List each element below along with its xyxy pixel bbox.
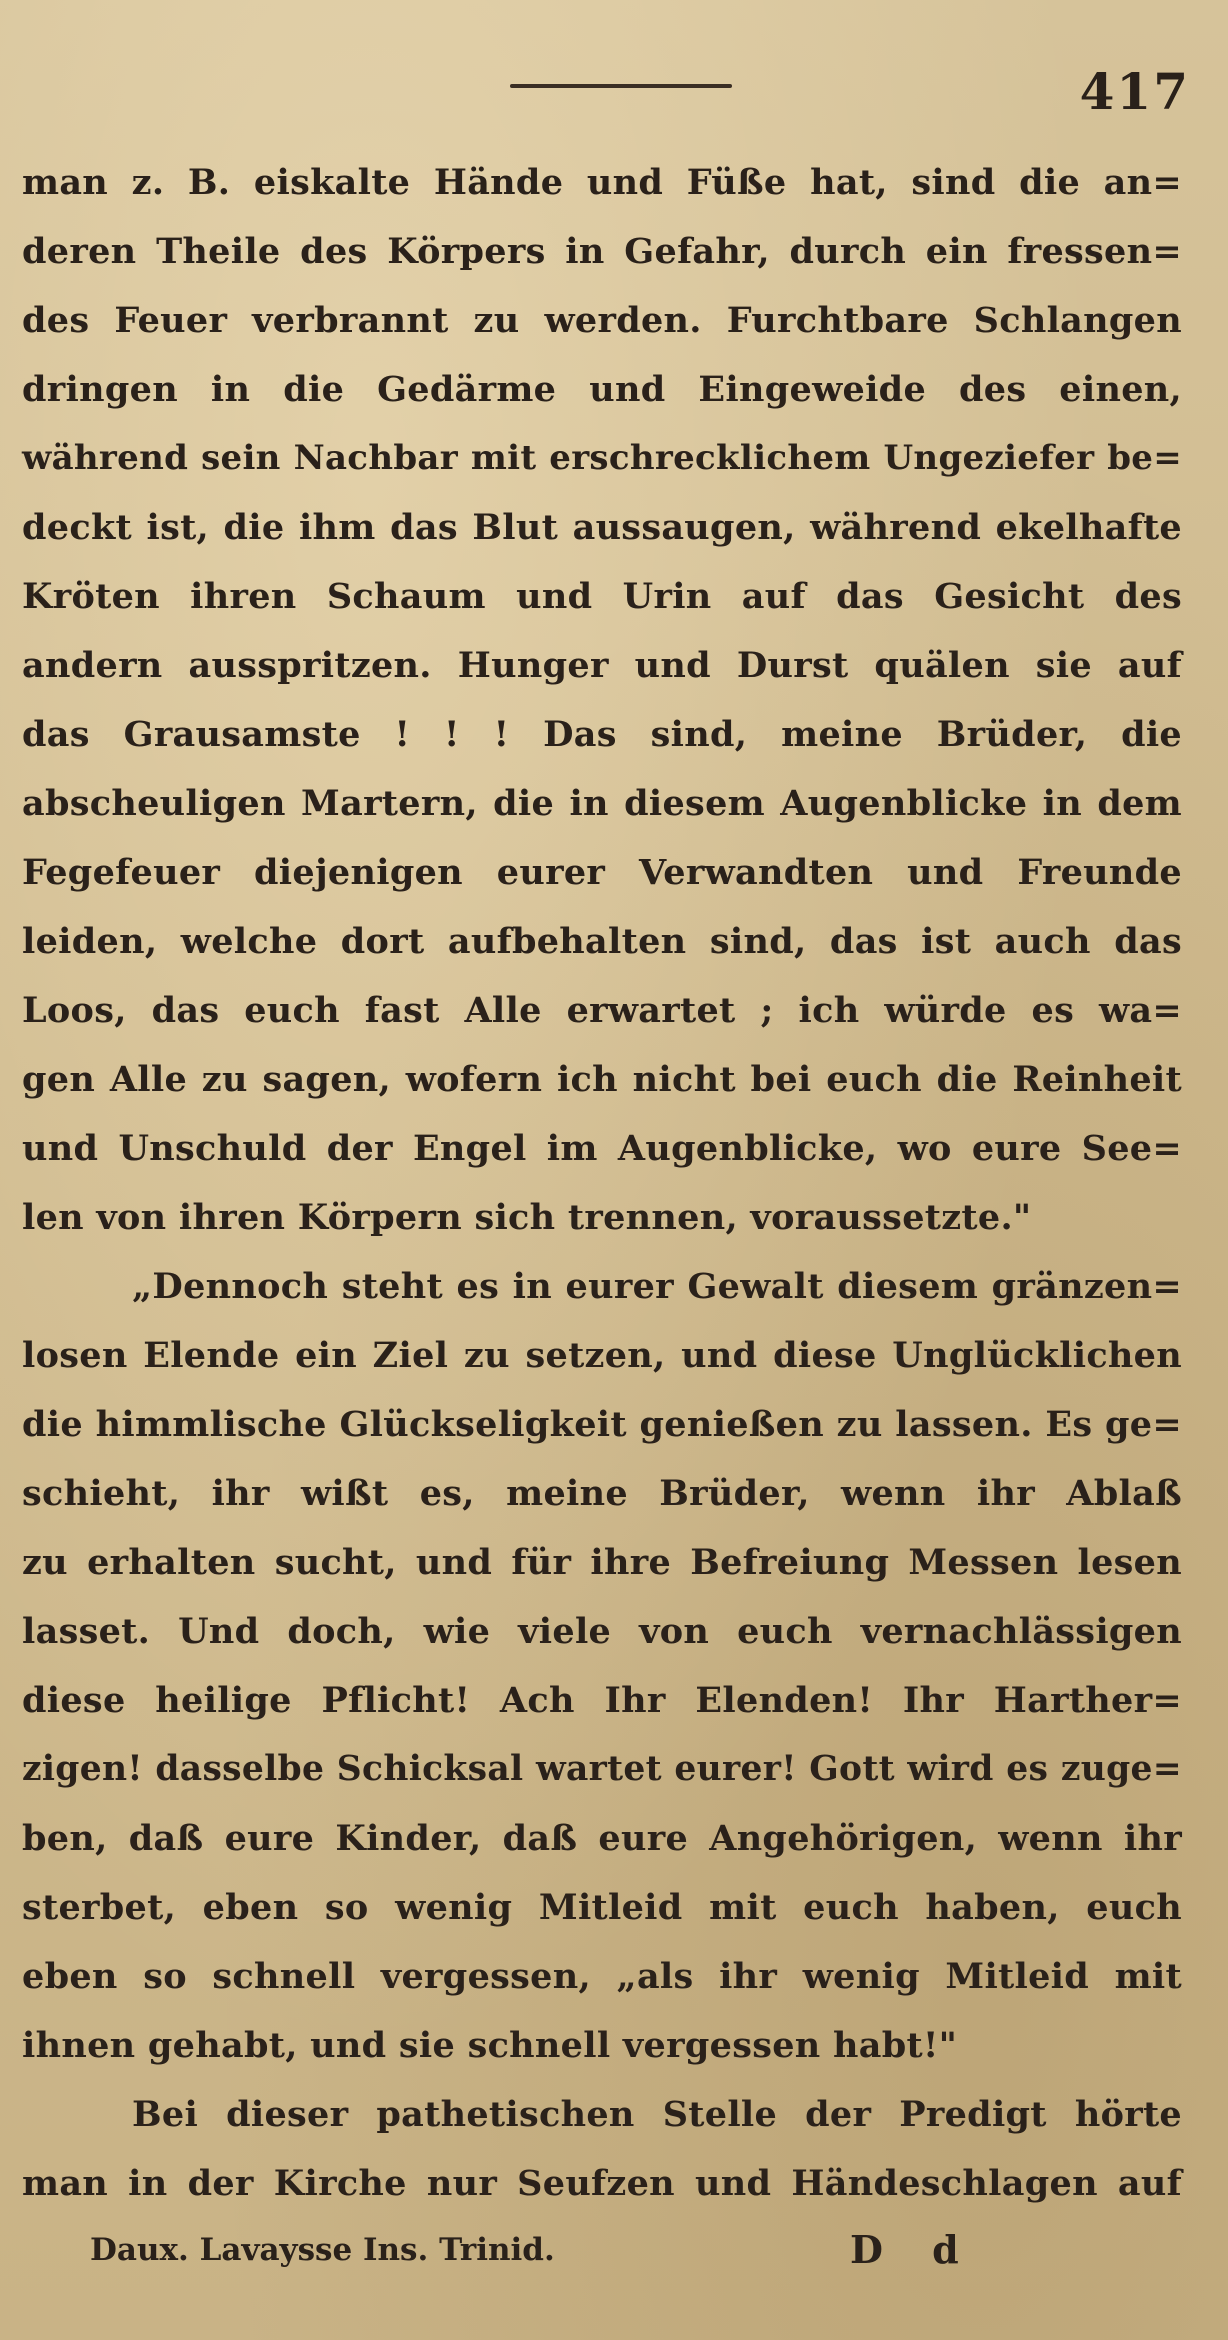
text-line: des Feuer verbrannt zu werden. Furchtbare Schlangen [22, 300, 1182, 341]
text-line: deckt ist, die ihm das Blut aussaugen, während ekelhafte [22, 507, 1182, 548]
source-signature: Daux. Lavaysse Ins. Trinid. [90, 2232, 555, 2268]
text-line: ihnen gehabt, und sie schnell vergessen habt!" [22, 2025, 958, 2066]
text-line: zigen! dasselbe Schicksal wartet eurer! Gott wird es zuge= [22, 1749, 1182, 1789]
header-rule [510, 84, 732, 88]
text-line: Fegefeuer diejenigen eurer Verwandten und Freunde [22, 852, 1182, 893]
text-line: Loos, das euch fast Alle erwartet ; ich würde es wa= [22, 990, 1182, 1031]
text-line: Bei dieser pathetischen Stelle der Predigt hörte [132, 2094, 1182, 2135]
text-line: während sein Nachbar mit erschrecklichem Ungeziefer be= [22, 438, 1182, 478]
text-line: gen Alle zu sagen, wofern ich nicht bei euch die Reinheit [22, 1059, 1182, 1100]
text-line: sterbet, eben so wenig Mitleid mit euch haben, euch [22, 1887, 1182, 1928]
text-line: man in der Kirche nur Seufzen und Händeschlagen auf [22, 2163, 1182, 2204]
text-line: ben, daß eure Kinder, daß eure Angehörigen, wenn ihr [22, 1818, 1182, 1859]
text-line: lasset. Und doch, wie viele von euch vernachlässigen [22, 1611, 1182, 1652]
text-line: leiden, welche dort aufbehalten sind, das ist auch das [22, 921, 1182, 962]
text-line: und Unschuld der Engel im Augenblicke, wo eure See= [22, 1128, 1182, 1169]
text-line: diese heilige Pflicht! Ach Ihr Elenden! Ihr Harther= [22, 1680, 1182, 1721]
text-line: eben so schnell vergessen, „als ihr wenig Mitleid mit [22, 1956, 1182, 1997]
text-line: die himmlische Glückseligkeit genießen zu lassen. Es ge= [22, 1404, 1182, 1445]
page-number: 417 [1079, 62, 1190, 121]
text-line: deren Theile des Körpers in Gefahr, durch ein fressen= [22, 231, 1182, 272]
text-line: andern ausspritzen. Hunger und Durst quälen sie auf [22, 645, 1182, 686]
text-line: das Grausamste ! ! ! Das sind, meine Brüder, die [22, 714, 1182, 755]
text-line: dringen in die Gedärme und Eingeweide des einen, [22, 369, 1182, 410]
text-line: „Dennoch steht es in eurer Gewalt diesem gränzen= [132, 1266, 1182, 1307]
text-line: losen Elende ein Ziel zu setzen, und diese Unglücklichen [22, 1335, 1182, 1376]
page-footer [90, 2222, 1150, 2278]
signature-mark: D d [850, 2227, 977, 2272]
text-line: Kröten ihren Schaum und Urin auf das Gesicht des [22, 576, 1182, 617]
text-line: abscheuligen Martern, die in diesem Augenblicke in dem [22, 783, 1182, 824]
text-line: len von ihren Körpern sich trennen, voraussetzte." [22, 1197, 1032, 1238]
body-text [22, 148, 1182, 2218]
text-line: zu erhalten sucht, und für ihre Befreiung Messen lesen [22, 1542, 1182, 1583]
text-line: schieht, ihr wißt es, meine Brüder, wenn ihr Ablaß [22, 1473, 1182, 1514]
text-line: man z. B. eiskalte Hände und Füße hat, sind die an= [22, 162, 1182, 203]
